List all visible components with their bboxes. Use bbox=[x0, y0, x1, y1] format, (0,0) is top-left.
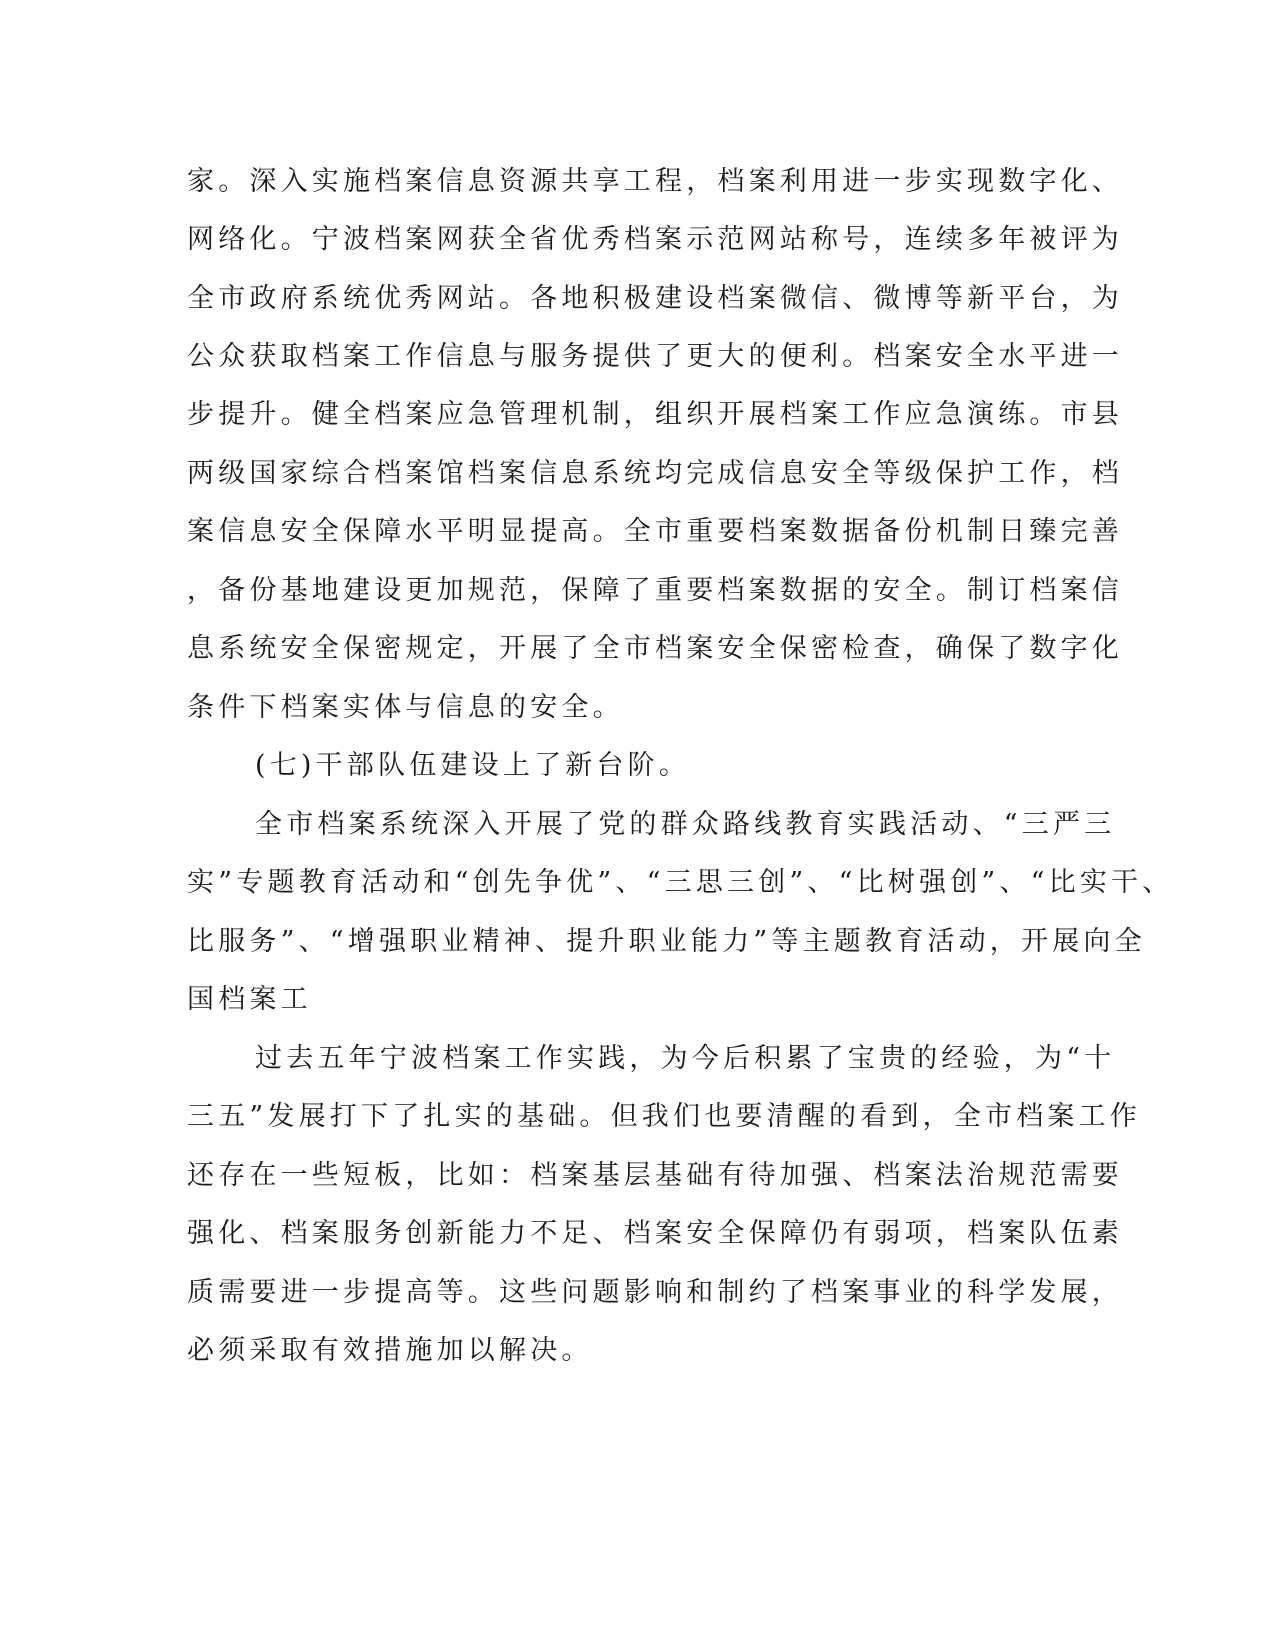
text-line: 过去五年宁波档案工作实践，为今后积累了宝贵的经验，为“十 bbox=[255, 1043, 1116, 1074]
text-line: 条件下档案实体与信息的安全。 bbox=[187, 692, 624, 723]
text-line: 家。深入实施档案信息资源共享工程，档案利用进一步实现数字化、 bbox=[187, 166, 1123, 197]
text-line: 两级国家综合档案馆档案信息系统均完成信息安全等级保护工作，档 bbox=[187, 458, 1123, 489]
text-line: 全市档案系统深入开展了党的群众路线教育实践活动、“三严三 bbox=[255, 809, 1116, 840]
text-line: 还存在一些短板，比如：档案基层基础有待加强、档案法治规范需要 bbox=[187, 1160, 1123, 1191]
text-line: 国档案工 bbox=[187, 984, 312, 1015]
text-line: 息系统安全保密规定，开展了全市档案安全保密检查，确保了数字化 bbox=[187, 633, 1123, 664]
section-heading: (七)干部队伍建设上了新台阶。 bbox=[255, 750, 691, 781]
text-line: 必须采取有效措施加以解决。 bbox=[187, 1335, 593, 1366]
text-line: 网络化。宁波档案网获全省优秀档案示范网站称号，连续多年被评为 bbox=[187, 224, 1123, 255]
text-line: 强化、档案服务创新能力不足、档案安全保障仍有弱项，档案队伍素 bbox=[187, 1218, 1123, 1249]
text-line: ，备份基地建设更加规范，保障了重要档案数据的安全。制订档案信 bbox=[187, 575, 1123, 606]
text-line: 实”专题教育活动和“创先争优”、“三思三创”、“比树强创”、“比实干、 bbox=[187, 867, 1174, 898]
text-line: 步提升。健全档案应急管理机制，组织开展档案工作应急演练。市县 bbox=[187, 399, 1123, 430]
text-line: 案信息安全保障水平明显提高。全市重要档案数据备份机制日臻完善 bbox=[187, 516, 1123, 547]
text-line: 公众获取档案工作信息与服务提供了更大的便利。档案安全水平进一 bbox=[187, 341, 1123, 372]
text-line: 比服务”、“增强职业精神、提升职业能力”等主题教育活动，开展向全 bbox=[187, 926, 1146, 957]
text-line: 质需要进一步提高等。这些问题影响和制约了档案事业的科学发展， bbox=[187, 1277, 1123, 1308]
text-line: 三五”发展打下了扎实的基础。但我们也要清醒的看到，全市档案工作 bbox=[187, 1101, 1142, 1132]
text-line: 全市政府系统优秀网站。各地积极建设档案微信、微博等新平台，为 bbox=[187, 283, 1123, 314]
